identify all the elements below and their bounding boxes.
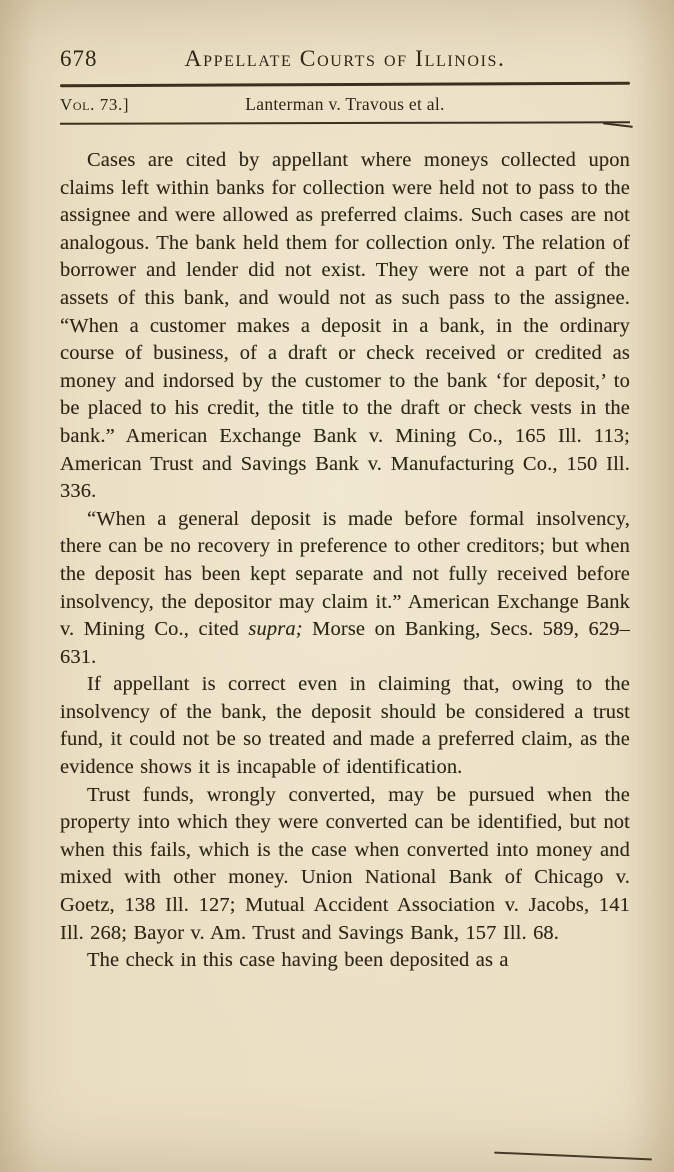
case-title: Lanterman v. Travous et al. xyxy=(245,94,445,114)
paragraph-text: Cases are cited by appellant where moneys collected upon claims left within banks for collection were held not to pass to the assignee and were allowed as preferred claims. Such cases are not analogous. The bank held them for collection only. The relation of borrower and lender did not exist. They were not a part of the assets of this bank, and would not as such pass to the assignee. “When a customer makes a deposit in a bank, in the ordinary course of business, of a draft or check received or credited as money and indorsed by the customer to the bank ‘for deposit,’ to be placed to his credit, the title to the draft or check vests in the bank.” American Exchange Bank v. Mining Co., 165 Ill. 113; American Trust and Savings Bank v. Manufacturing Co., 150 Ill. 336. xyxy=(60,149,630,503)
bottom-rule xyxy=(494,1151,652,1160)
paragraph-text: Morse on Banking, Secs. 589, 629–631. xyxy=(60,618,630,668)
body-paragraph xyxy=(60,671,630,781)
italic-citation-text: supra; xyxy=(248,618,303,641)
page-number: 678 xyxy=(60,46,98,71)
paragraph-text: The check in this case having been deposited as a xyxy=(87,949,509,972)
header-rule xyxy=(60,82,630,87)
header-title: Appellate Courts of Illinois. xyxy=(184,46,506,72)
body-paragraph xyxy=(60,506,630,672)
body-paragraph xyxy=(60,947,630,975)
paragraph-text: Trust funds, wrongly converted, may be pursued when the property into which they were converted can be identified, but not when this fails, which is the case when converted into money and mixed with other money. Union National Bank of Chicago v. Goetz, 138 Ill. 127; Mutual Accident Association v. Jacobs, 141 Ill. 268; Bayor v. Am. Trust and Savings Bank, 157 Ill. 68. xyxy=(60,783,630,944)
paragraph-text: “When a general deposit is made before formal insolvency, there can be no recovery in preference to other creditors; but when the deposit has been kept separate and not fully received before insolvency, the depositor may claim it.” American Exchange Bank v. Mining Co., cited xyxy=(60,507,630,641)
paragraph-text: If appellant is correct even in claiming that, owing to the insolvency of the bank, the deposit should be considered a trust fund, it could not be so treated and made a preferred claim, as the evidence shows it is incapable of identification. xyxy=(60,673,630,779)
running-head-rule xyxy=(60,121,630,124)
volume-label: Vol. 73.] xyxy=(60,95,130,114)
body-text xyxy=(60,147,630,975)
page-header xyxy=(60,46,630,73)
body-paragraph xyxy=(60,147,630,506)
body-paragraph xyxy=(60,782,630,948)
running-head xyxy=(60,94,630,115)
